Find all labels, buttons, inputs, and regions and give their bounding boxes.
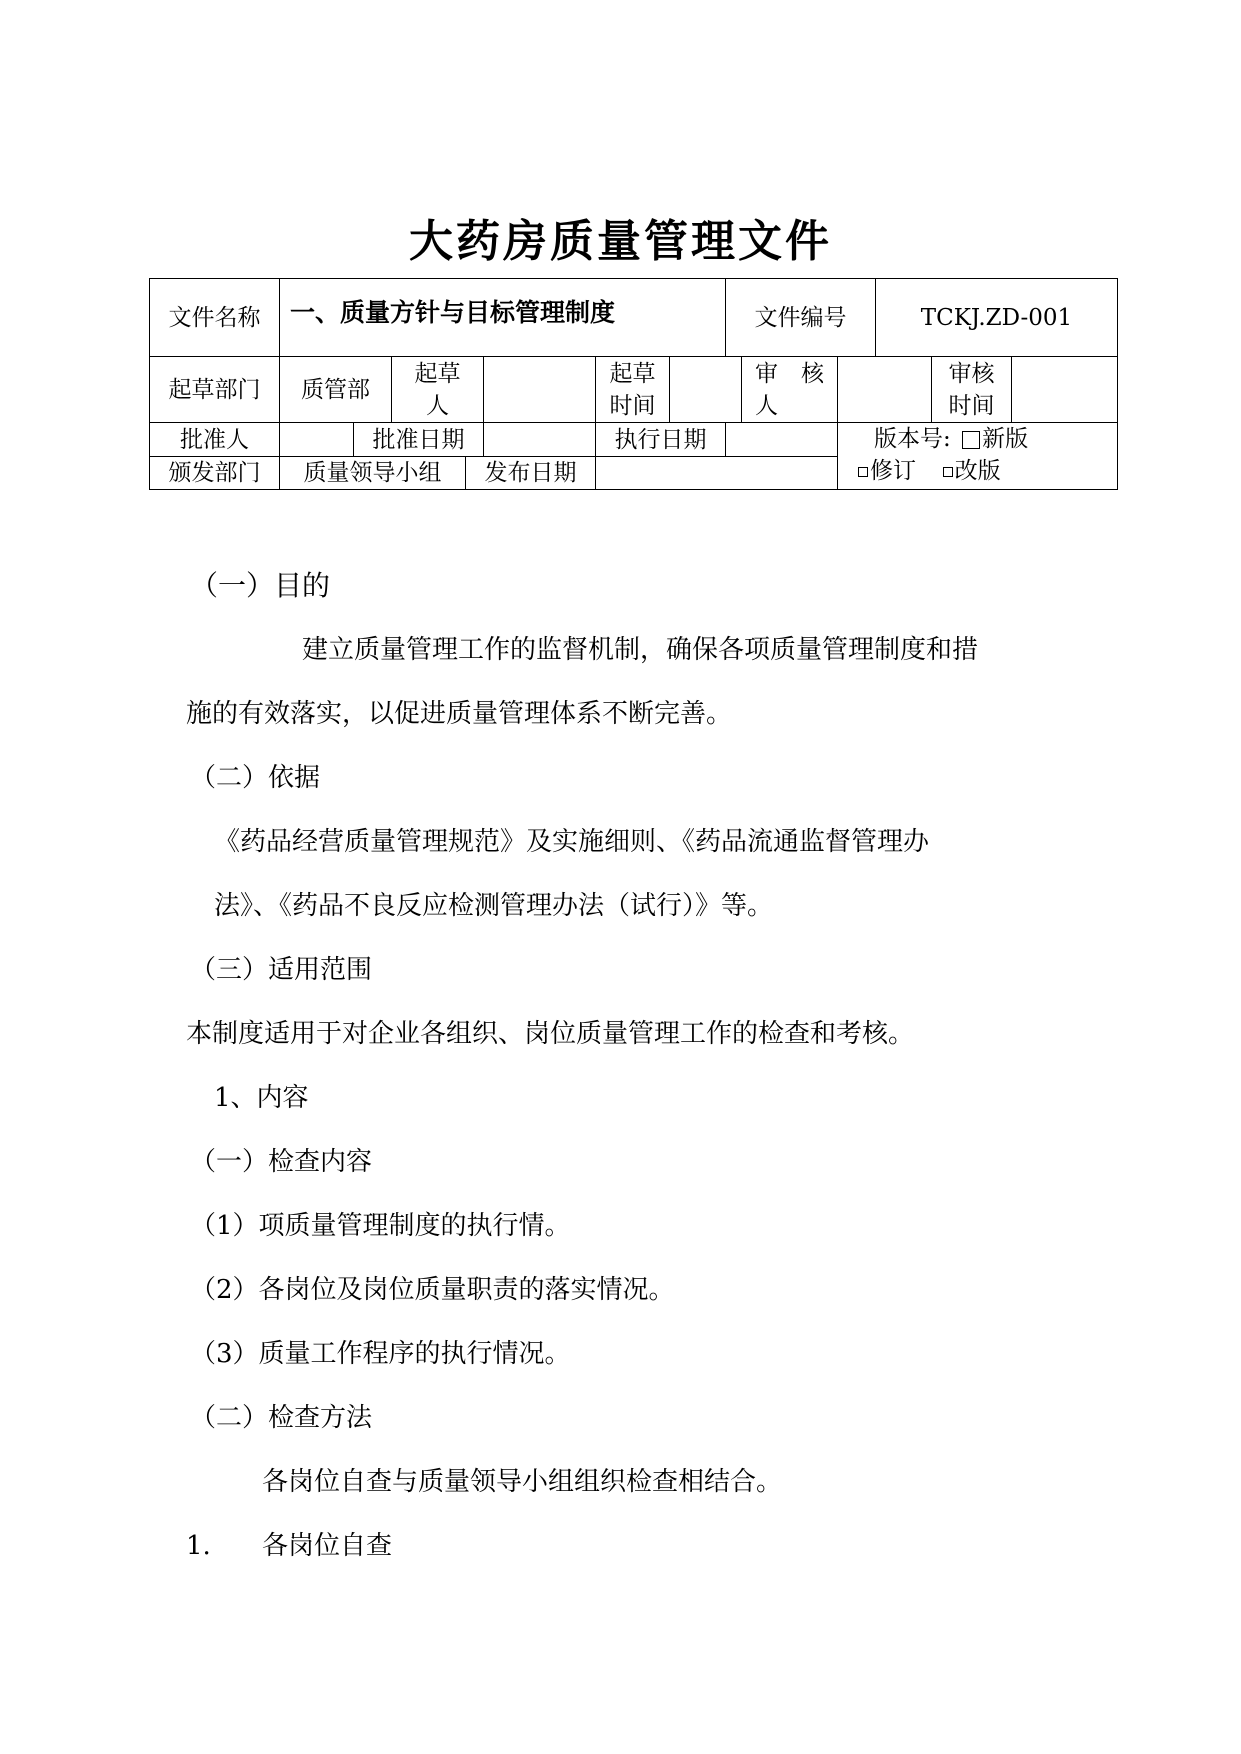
reviewer-label <box>742 357 838 423</box>
section-basis-heading: （二）依据 <box>190 763 321 793</box>
review-time-label-line2: 时间 <box>948 392 995 419</box>
numbered-item-number: 1. <box>186 1531 211 1561</box>
draft-time-label-line1: 起草 <box>609 360 656 387</box>
file-name-label: 文件名称 <box>150 279 280 357</box>
review-time-label-line1: 审核 <box>948 360 995 387</box>
release-date-label: 发布日期 <box>466 457 596 489</box>
version-change-label: 改版 <box>954 458 1001 484</box>
check-item-2: （2）各岗位及岗位质量职责的落实情况。 <box>190 1275 675 1305</box>
section-basis-para-line2: 法》、《药品不良反应检测管理办法（试行）》等。 <box>214 891 774 921</box>
version-new-checkbox[interactable] <box>962 431 980 449</box>
drafter-value <box>484 357 596 423</box>
approver-value <box>280 423 354 457</box>
version-new-label: 新版 <box>982 426 1029 452</box>
check-item-3: （3）质量工作程序的执行情况。 <box>190 1339 571 1369</box>
version-label: 版本号: <box>874 426 951 452</box>
drafter-label-line2: 人 <box>426 392 449 419</box>
release-date-value <box>596 457 838 489</box>
numbered-item-text: 各岗位自查 <box>262 1531 393 1561</box>
drafter-label <box>392 357 484 423</box>
approver-label: 批准人 <box>150 423 280 457</box>
version-revise-checkbox[interactable] <box>858 467 868 477</box>
check-item-1: （1）项质量管理制度的执行情。 <box>190 1211 571 1241</box>
drafter-label-line1: 起草 <box>414 360 461 387</box>
version-revise-label: 修订 <box>870 458 916 484</box>
item-content-heading: 1、内容 <box>214 1083 309 1113</box>
reviewer-value <box>838 357 932 423</box>
approve-date-value <box>484 423 596 457</box>
section-purpose-para-line2: 施的有效落实，以促进质量管理体系不断完善。 <box>186 699 733 729</box>
reviewer-label-line1: 审 核 <box>755 360 824 387</box>
section-scope-heading: （三）适用范围 <box>190 955 373 985</box>
section-basis-para-line1: 《药品经营质量管理规范》及实施细则、《药品流通监督管理办 <box>214 827 930 857</box>
file-name-value: 一、质量方针与目标管理制度 <box>280 279 726 357</box>
draft-dept-label: 起草部门 <box>150 357 280 423</box>
sub-check-method-heading: （二）检查方法 <box>190 1403 373 1433</box>
document-title: 大药房质量管理文件 <box>409 216 832 267</box>
section-scope-para: 本制度适用于对企业各组织、岗位质量管理工作的检查和考核。 <box>186 1019 915 1049</box>
draft-time-label-line2: 时间 <box>609 392 656 419</box>
section-purpose-para-line1: 建立质量管理工作的监督机制，确保各项质量管理制度和措 <box>302 635 979 665</box>
issue-dept-label: 颁发部门 <box>150 457 280 489</box>
review-time-value <box>1012 357 1117 423</box>
version-options <box>862 423 1028 487</box>
file-no-value: TCKJ.ZD-001 <box>876 279 1117 357</box>
issue-dept-value: 质量领导小组 <box>280 457 466 489</box>
draft-dept-value: 质管部 <box>280 357 392 423</box>
draft-time-value <box>670 357 742 423</box>
exec-date-value <box>726 423 838 457</box>
exec-date-label: 执行日期 <box>596 423 726 457</box>
reviewer-label-line2: 人 <box>755 392 778 419</box>
sub-check-content-heading: （一）检查内容 <box>190 1147 373 1177</box>
approve-date-label: 批准日期 <box>354 423 484 457</box>
check-method-para: 各岗位自查与质量领导小组组织检查相结合。 <box>262 1467 783 1497</box>
file-no-label: 文件编号 <box>726 279 876 357</box>
review-time-label <box>932 357 1012 423</box>
section-purpose-heading: （一）目的 <box>190 569 331 602</box>
draft-time-label <box>596 357 670 423</box>
version-change-checkbox[interactable] <box>943 467 953 477</box>
